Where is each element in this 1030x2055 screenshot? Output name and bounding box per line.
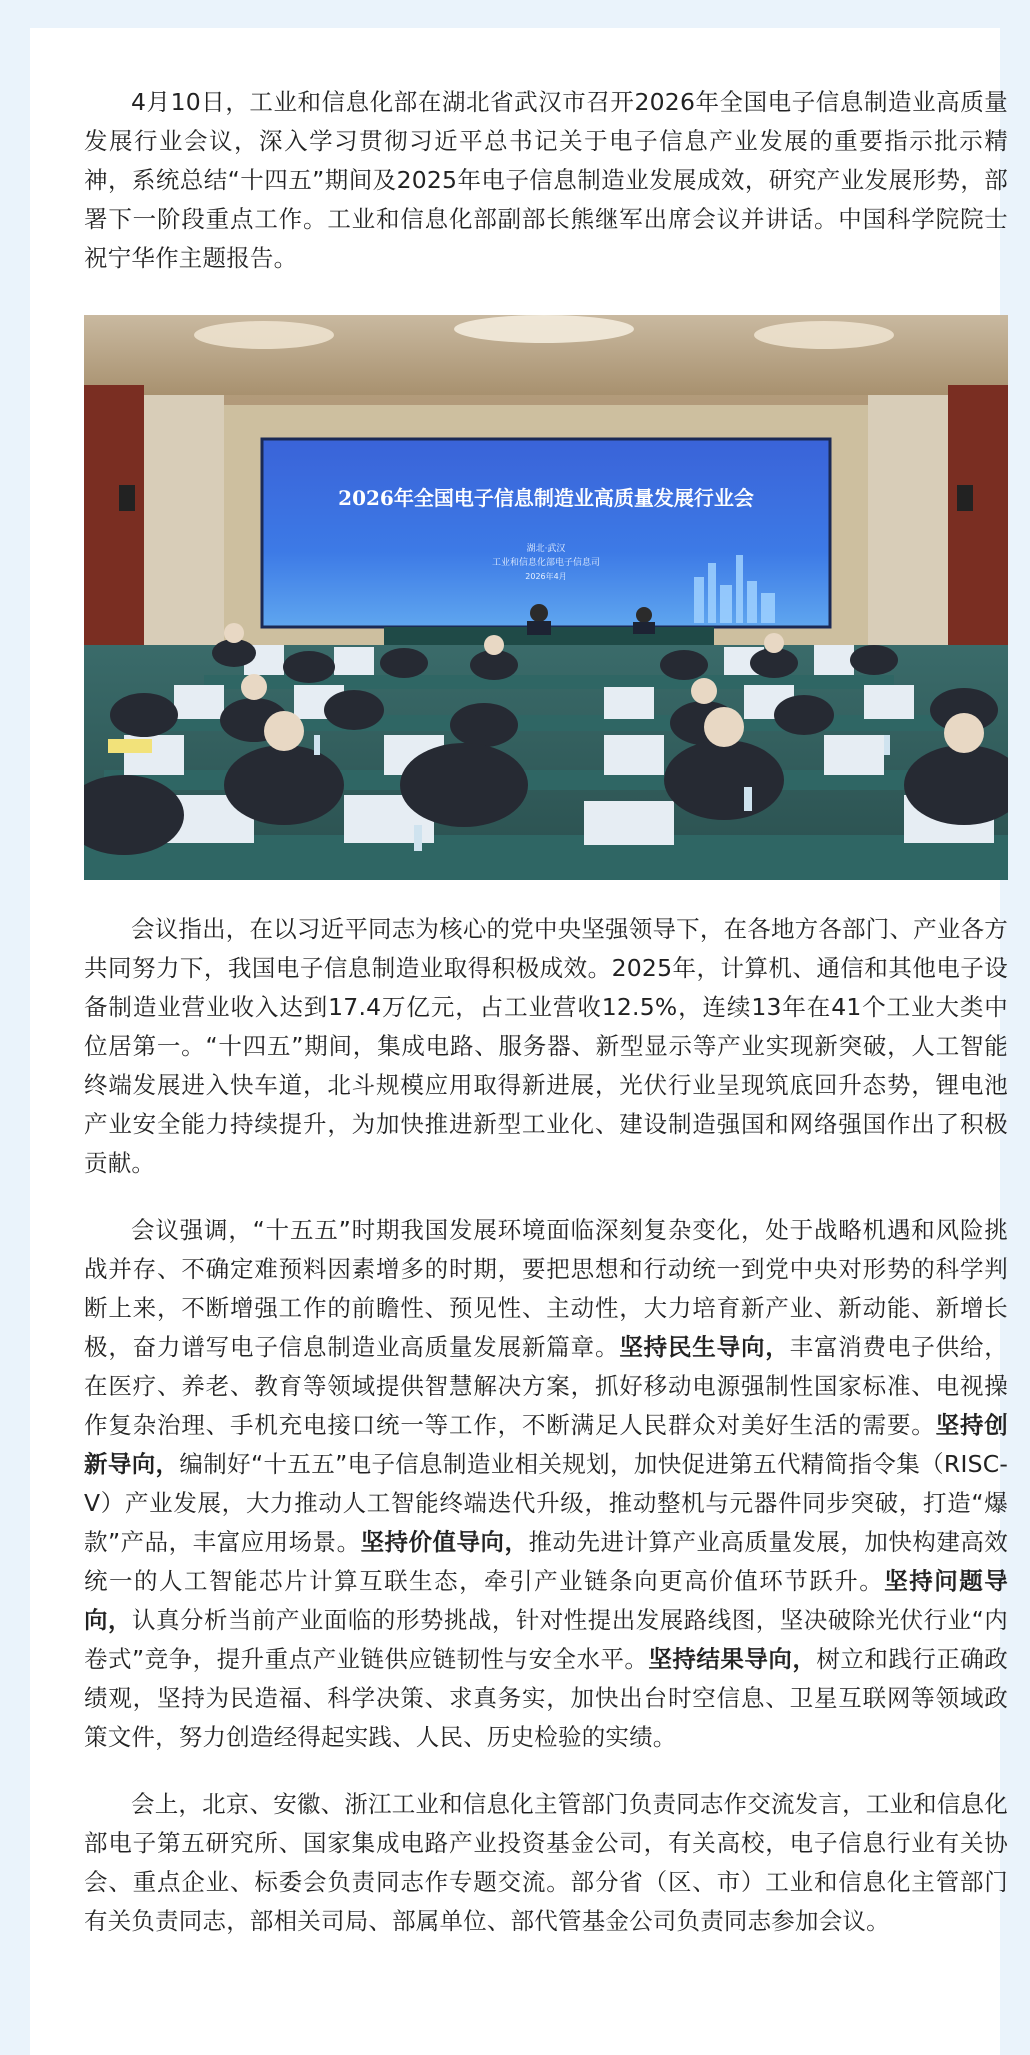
- paragraph-attendees: 会上，北京、安徽、浙江工业和信息化主管部门负责同志作交流发言，工业和信息化部电子第五研究所、国家集成电路产业投资基金公司，有关高校，电子信息行业有关协会、重点企业、标委会负责同志作专题交流。部分省（区、市）工业和信息化主管部门有关负责同志，部相关司局、部属单位、部代管基金公司负责同志参加会议。: [84, 1790, 1008, 1935]
- screen-subtitle-3: 2026年4月: [525, 572, 567, 581]
- emphasis-bold-result: 坚持结果导向，: [648, 1645, 817, 1673]
- meeting-photo: [84, 315, 1008, 880]
- screen-subtitle-1: 湖北·武汉: [526, 544, 566, 554]
- emphasis-bold-innovation: 坚持创新导向，: [84, 1411, 1008, 1478]
- article-body: [84, 83, 1008, 1941]
- paragraph-intro: 4月10日，工业和信息化部在湖北省武汉市召开2026年全国电子信息制造业高质量发展行业会议，深入学习贯彻习近平总书记关于电子信息产业发展的重要指示批示精神，系统总结“十四五”期间及2025年电子信息制造业发展成效，研究产业发展形势，部署下一阶段重点工作。工业和信息化部副部长熊继军出席会议并讲话。中国科学院院士祝宁华作主题报告。: [84, 88, 1008, 272]
- article-card: [30, 28, 1009, 2055]
- emphasis-text-6: 树立和践行正确政绩观，坚持为民造福、科学决策、求真务实，加快出台时空信息、卫星互联网等领域政策文件，努力创造经得起实践、人民、历史检验的实绩。: [84, 1645, 1008, 1751]
- emphasis-bold-value: 坚持价值导向，: [360, 1528, 529, 1556]
- screen-title: 2026年全国电子信息制造业高质量发展行业会: [338, 486, 754, 510]
- emphasis-bold-livelihood: 坚持民生导向，: [619, 1333, 790, 1361]
- paragraph-achievements: 会议指出，在以习近平同志为核心的党中央坚强领导下，在各地方各部门、产业各方共同努力下，我国电子信息制造业取得积极成效。2025年，计算机、通信和其他电子设备制造业营业收入达到17.4万亿元，占工业营收12.5%，连续13年在41个工业大类中位居第一。“十四五”期间，集成电路、服务器、新型显示等产业实现新突破，人工智能终端发展进入快车道，北斗规模应用取得新进展，光伏行业呈现筑底回升态势，锂电池产业安全能力持续提升，为加快推进新型工业化、建设制造强国和网络强国作出了积极贡献。: [84, 915, 1008, 1177]
- emphasis-bold-problem: 坚持问题导向，: [84, 1567, 1008, 1634]
- emphasis-text-2: 丰富消费电子供给，在医疗、养老、教育等领域提供智慧解决方案，抓好移动电源强制性国家标准、电视操作复杂治理、手机充电接口统一等工作，不断满足人民群众对美好生活的需要。: [84, 1333, 1008, 1439]
- emphasis-text-3: 编制好“十五五”电子信息制造业相关规划，加快促进第五代精简指令集（RISC-V）产业发展，大力推动人工智能终端迭代升级，推动整机与元器件同步突破，打造“爆款”产品，丰富应用场景。: [84, 1450, 1008, 1556]
- emphasis-text-1: 会议强调，“十五五”时期我国发展环境面临深刻复杂变化，处于战略机遇和风险挑战并存、不确定难预料因素增多的时期，要把思想和行动统一到党中央对形势的科学判断上来，不断增强工作的前瞻性、预见性、主动性，大力培育新产业、新动能、新增长极，奋力谱写电子信息制造业高质量发展新篇章。: [84, 1216, 1008, 1361]
- paragraph-emphasis: [84, 1211, 1008, 1757]
- emphasis-text-5: 认真分析当前产业面临的形势挑战，针对性提出发展路线图，坚决破除光伏行业“内卷式”竞争，提升重点产业链供应链韧性与安全水平。: [84, 1606, 1008, 1673]
- emphasis-text-4: 推动先进计算产业高质量发展，加快构建高效统一的人工智能芯片计算互联生态，牵引产业链条向更高价值环节跃升。: [84, 1528, 1009, 1595]
- screen-subtitle-2: 工业和信息化部电子信息司: [491, 558, 601, 568]
